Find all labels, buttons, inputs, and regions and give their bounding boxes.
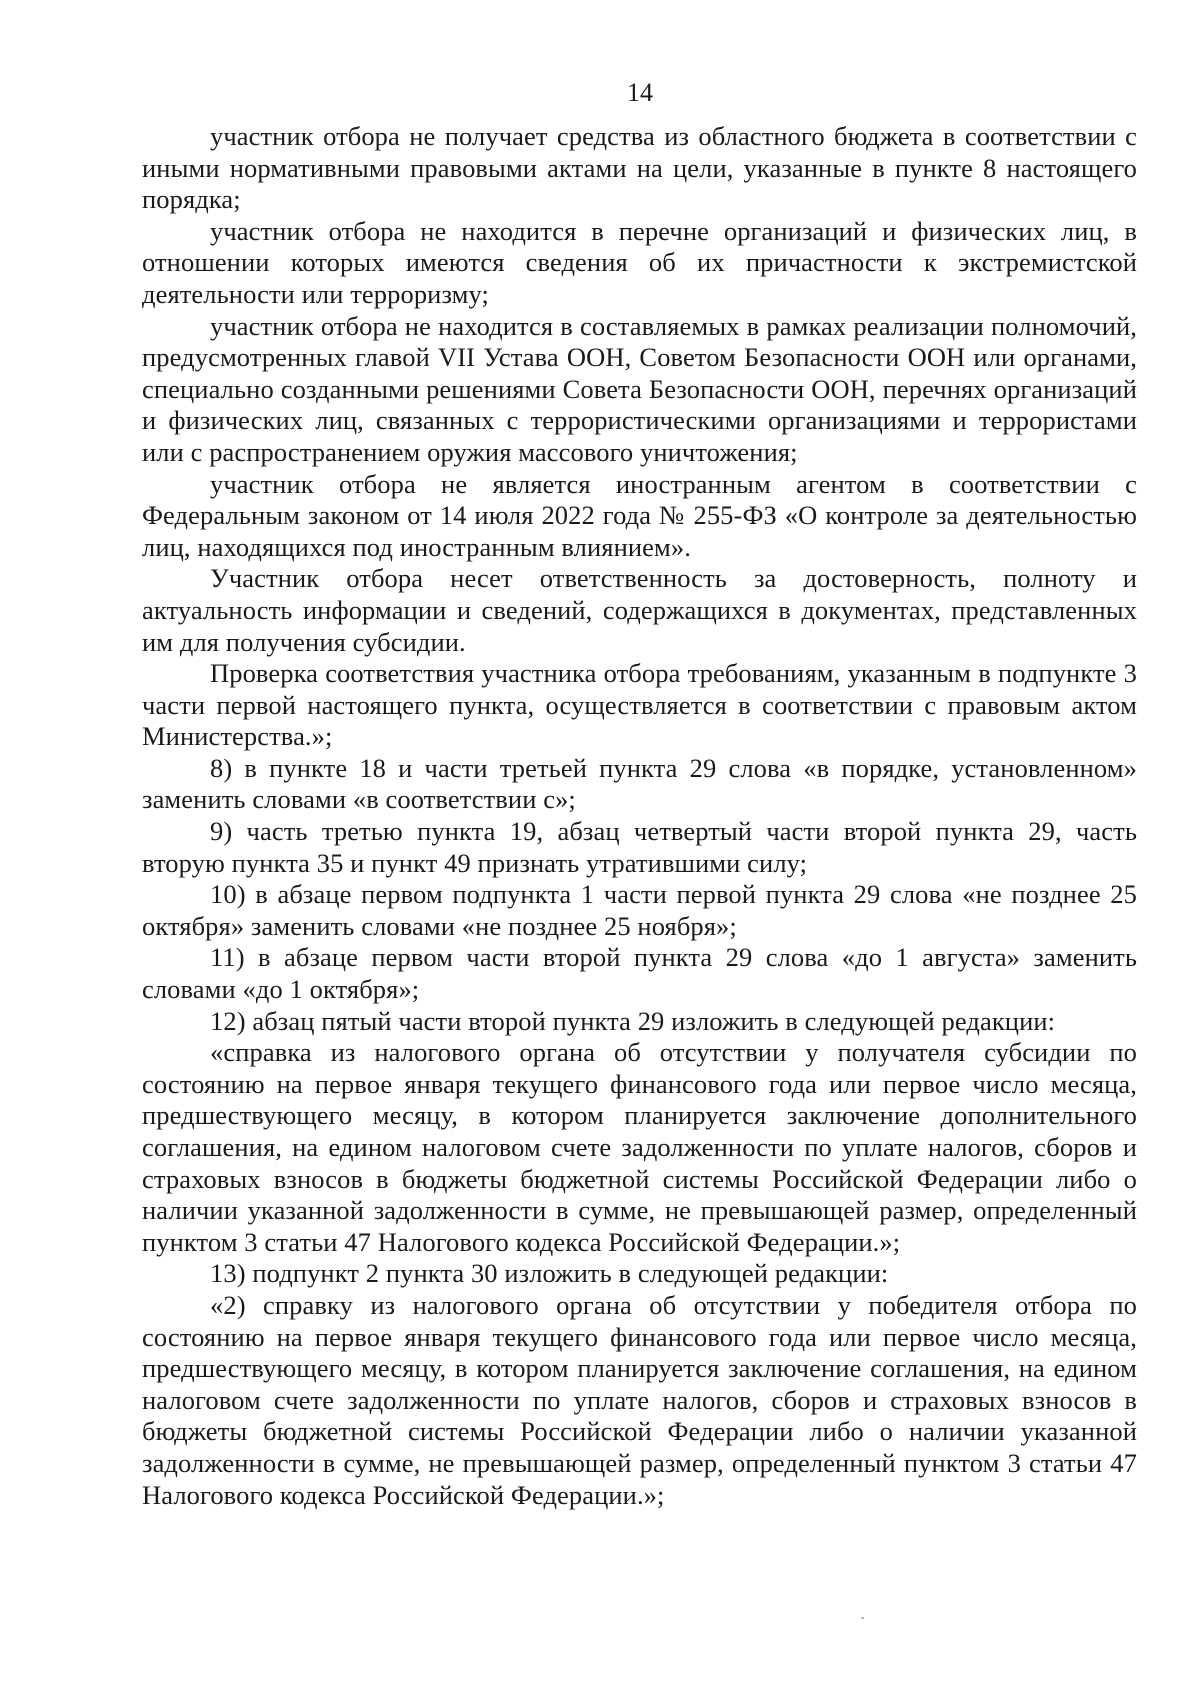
paragraph-compliance-check: Проверка соответствия участника отбора требованиям, указанным в подпункте 3 части первой настоящего пункта, осуществляется в соответствии с правовым актом Министерства.»; xyxy=(142,658,1137,752)
scan-speck xyxy=(861,1617,864,1619)
paragraph-item-12: 12) абзац пятый части второй пункта 29 изложить в следующей редакции: xyxy=(210,1005,1056,1036)
paragraph-participant-responsibility: Участник отбора несет ответственность за достоверность, полноту и актуальность информации и сведений, содержащихся в документах, представленных им для получения субсидии. xyxy=(142,563,1137,657)
paragraph-criterion-no-regional-funds: участник отбора не получает средства из областного бюджета в соответствии с иными нормативными правовыми актами на цели, указанные в пункте 8 настоящего порядка; xyxy=(142,121,1137,215)
document-body xyxy=(142,121,1137,1511)
paragraph-item-10: 10) в абзаце первом подпункта 1 части первой пункта 29 слова «не позднее 25 октября» заменить словами «не позднее 25 ноября»; xyxy=(142,879,1137,941)
paragraph-criterion-un-terrorism-lists: участник отбора не находится в составляемых в рамках реализации полномочий, предусмотренных главой VII Устава ООН, Советом Безопасности ООН или органами, специально созданными решениями Совета Безопасности ООН, перечнях организаций и физических лиц, связанных с террористическими организациями и террористами или с распространением оружия массового уничтожения; xyxy=(142,310,1137,467)
paragraph-item-11: 11) в абзаце первом части второй пункта 29 слова «до 1 августа» заменить словами «до 1 октября»; xyxy=(142,942,1137,1005)
paragraph-item-12-quote: «справка из налогового органа об отсутствии у получателя субсидии по состоянию на первое января текущего финансового года или первое число месяца, предшествующего месяцу, в котором планируется заключение дополнительного соглашения, на едином налоговом счете задолженности по уплате налогов, сборов и страховых взносов в бюджеты бюджетной системы Российской Федерации либо о наличии указанной задолженности в сумме, не превышающей размер, определенный пунктом 3 статьи 47 Налогового кодекса Российской Федерации.»; xyxy=(142,1037,1137,1257)
paragraph-criterion-foreign-agent: участник отбора не является иностранным агентом в соответствии с Федеральным законом от 14 июля 2022 года № 255-ФЗ «О контроле за деятельностью лиц, находящихся под иностранным влиянием». xyxy=(142,468,1137,562)
paragraph-item-8: 8) в пункте 18 и части третьей пункта 29 слова «в порядке, установленном» заменить словами «в соответствии с»; xyxy=(142,752,1137,815)
page-number: 14 xyxy=(627,78,653,107)
paragraph-item-9: 9) часть третью пункта 19, абзац четвертый части второй пункта 29, часть вторую пункта 35 и пункт 49 признать утратившими силу; xyxy=(142,816,1137,878)
paragraph-item-13-quote: «2) справку из налогового органа об отсутствии у победителя отбора по состоянию на первое января текущего финансового года или первое число месяца, предшествующего месяцу, в котором планируется заключение соглашения, на едином налоговом счете задолженности по уплате налогов, сборов и страховых взносов в бюджеты бюджетной системы Российской Федерации либо о наличии указанной задолженности в сумме, не превышающей размер, определенный пунктом 3 статьи 47 Налогового кодекса Российской Федерации.»; xyxy=(142,1289,1137,1510)
paragraph-criterion-extremism-list: участник отбора не находится в перечне организаций и физических лиц, в отношении которых имеются сведения об их причастности к экстремистской деятельности или терроризму; xyxy=(142,215,1137,309)
paragraph-item-13: 13) подпункт 2 пункта 30 изложить в следующей редакции: xyxy=(210,1258,889,1289)
